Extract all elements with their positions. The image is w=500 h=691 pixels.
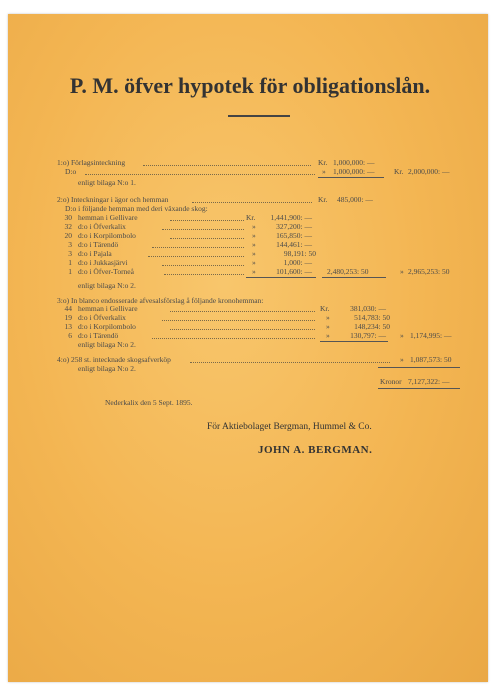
s2-total-amount: 2,965,253: 50: [408, 267, 450, 276]
s3-row-desc: d:o i Öfverkalix: [78, 313, 126, 322]
s3-total-amount: 1,174,995: —: [410, 331, 452, 340]
leader: [162, 265, 244, 266]
leader: [152, 247, 244, 248]
s2-row-amount: 101,600: —: [276, 267, 312, 276]
s2-row-desc: d:o i Pajala: [78, 249, 112, 258]
s3-row-currency: »: [326, 322, 330, 331]
s2-row-currency: »: [252, 240, 256, 249]
leader: [162, 320, 315, 321]
grand-total-currency: Kronor: [380, 377, 402, 386]
s1-total-currency: Kr.: [394, 167, 404, 176]
s2-row-count: 30: [64, 213, 72, 222]
s3-note: enligt bilaga N:o 2.: [78, 340, 136, 349]
total-rule: [378, 388, 460, 389]
s2-row-currency: »: [252, 231, 256, 240]
s4-line1: 4:o) 258 st. intecknade skogsafverköp: [57, 355, 171, 364]
s2-row-desc: d:o i Korpilombolo: [78, 231, 136, 240]
s2-subtotal: 2,480,253: 50: [327, 267, 369, 276]
subtotal-rule: [318, 177, 384, 178]
s1-line2-amount: 1,000,000: —: [333, 167, 375, 176]
leader: [190, 362, 390, 363]
leader: [170, 329, 315, 330]
s3-row-currency: Kr.: [320, 304, 330, 313]
s2-row-desc: d:o i Öfver-Torneå: [78, 267, 134, 276]
s1-line2-currency: »: [322, 167, 326, 176]
title-rule: [228, 115, 290, 117]
s2-note: enligt bilaga N:o 2.: [78, 281, 136, 290]
s3-row-amount: 148,234: 50: [354, 322, 390, 331]
s2-row-amount: 1,441,900: —: [270, 213, 312, 222]
leader: [164, 274, 244, 275]
s2-line1-amount: 485,000: —: [337, 195, 373, 204]
s4-total-currency: »: [400, 355, 404, 364]
s2-row-currency: »: [252, 249, 256, 258]
subtotal-rule: [246, 277, 316, 278]
s2-row-count: 1: [68, 258, 72, 267]
s3-row-amount: 381,030: —: [350, 304, 386, 313]
leader: [152, 338, 315, 339]
leader: [170, 220, 244, 221]
s3-row-count: 44: [64, 304, 72, 313]
subtotal-rule: [320, 341, 388, 342]
s2-row-count: 3: [68, 249, 72, 258]
s1-total-amount: 2,000,000: —: [408, 167, 450, 176]
s2-line1-currency: Kr.: [318, 195, 328, 204]
total-rule: [378, 367, 460, 368]
leader: [192, 202, 312, 203]
s3-row-count: 6: [68, 331, 72, 340]
s2-row-currency: »: [252, 258, 256, 267]
s3-row-amount: 130,797: —: [350, 331, 386, 340]
s2-row-currency: »: [252, 222, 256, 231]
s2-row-desc: d:o i Tärendö: [78, 240, 119, 249]
s1-line1-label: 1:o) Förlagsinteckning: [57, 158, 126, 167]
document-title: P. M. öfver hypotek för obligationslån.: [69, 73, 431, 98]
place-date: Nederkalix den 5 Sept. 1895.: [105, 398, 193, 407]
s4-total-amount: 1,087,573: 50: [410, 355, 452, 364]
leader: [85, 174, 315, 175]
s2-row-amount: 327,200: —: [276, 222, 312, 231]
s3-row-desc: d:o i Korpilombolo: [78, 322, 136, 331]
s2-line1-label: 2:o) Inteckningar i ägor och hemman: [57, 195, 169, 204]
s2-row-amount: 144,461: —: [276, 240, 312, 249]
s1-line2-label: D:o: [65, 167, 77, 176]
leader: [170, 311, 315, 312]
s2-row-currency: Kr.: [246, 213, 256, 222]
s2-row-count: 20: [64, 231, 72, 240]
signature-name: JOHN A. BERGMAN.: [258, 444, 373, 456]
s2-row-desc: d:o i Öfverkalix: [78, 222, 126, 231]
s2-line2: D:o i följande hemman med deri växande skog:: [65, 204, 208, 213]
s3-row-currency: »: [326, 313, 330, 322]
s1-note: enligt bilaga N:o 1.: [78, 178, 136, 187]
s3-row-count: 19: [64, 313, 72, 322]
s3-row-count: 13: [64, 322, 72, 331]
grand-total-amount: 7,127,322: —: [408, 377, 450, 386]
s2-row-amount: 98,191: 50: [283, 249, 316, 258]
s3-total-currency: »: [400, 331, 404, 340]
leader: [148, 256, 244, 257]
subtotal-rule: [322, 277, 386, 278]
leader: [170, 238, 244, 239]
s3-line1: 3:o) In blanco endosserade afvesalsförslag å följande kronohemman:: [57, 296, 264, 305]
s2-row-desc: d:o i Jukkasjärvi: [78, 258, 128, 267]
leader: [162, 229, 244, 230]
s4-note: enligt bilaga N:o 2.: [78, 364, 136, 373]
s1-line1-currency: Kr.: [318, 158, 328, 167]
s2-row-desc: hemman i Gellivare: [78, 213, 138, 222]
s2-total-currency: »: [400, 267, 404, 276]
s2-row-count: 32: [64, 222, 72, 231]
s1-line1-amount: 1,000,000: —: [333, 158, 375, 167]
s3-row-desc: hemman i Gellivare: [78, 304, 138, 313]
s2-row-amount: 1,000: —: [283, 258, 312, 267]
s2-row-amount: 165,850: —: [276, 231, 312, 240]
s2-row-currency: »: [252, 267, 256, 276]
s3-row-amount: 514,783: 50: [354, 313, 390, 322]
leader: [143, 165, 311, 166]
s3-row-currency: »: [326, 331, 330, 340]
s2-row-count: 1: [68, 267, 72, 276]
s3-row-desc: d:o i Tärendö: [78, 331, 119, 340]
s2-row-count: 3: [68, 240, 72, 249]
signature-company: För Aktiebolaget Bergman, Hummel & Co.: [207, 422, 372, 432]
